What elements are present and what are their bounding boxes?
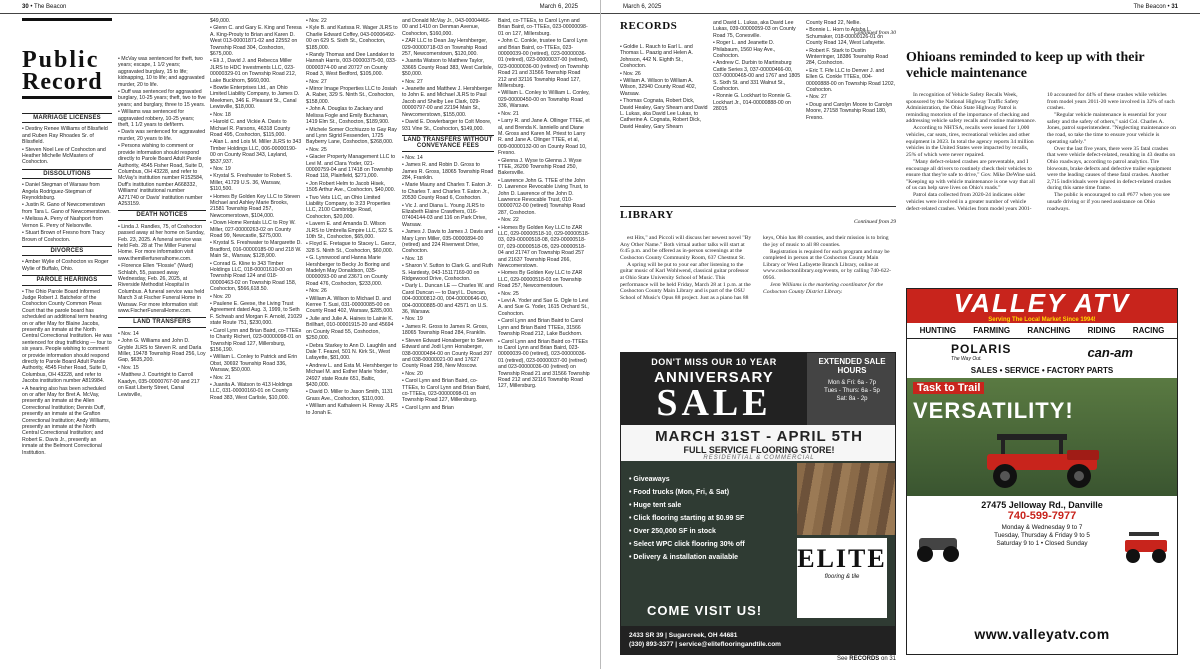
library-byline: Jenn Williams is the marketing coordinator for the Coshocton County District Library. <box>763 282 884 295</box>
record-entry: • Andrew C. Durbin to Martinsburg Cattle Series 3, 037-00000466-00, 037-00000465-00 and 1767 and 1805 S. Sixth St. and 331 Walnut St., Coshocton. <box>713 60 801 93</box>
library-header <box>620 206 896 225</box>
masthead-word-1: Public <box>22 18 112 71</box>
record-entry: • Marie Mauny and Charles T. Eaton Jr. to Charles T. and Charles T. Eaton Jr., 20530 County Road 6, Coshocton. <box>402 182 492 202</box>
record-entry: • Nov. 25 <box>306 146 327 153</box>
elite-bullet: • Huge tent sale <box>629 499 799 512</box>
record-entry: • Homes By Golden Key LLC to ZAR LLC, 029-00000518-10, 029-00000518-03, 029-00000518-08, 029-00000518-07, 029-00000518-05, 029-00000518-04 and 21747 on Township Road 257 and 21637 Township Road 266, Newcomerstown. <box>498 224 590 270</box>
record-entry: • James J. Davis to James J. Davis and Mary Lynn Miller, 035-00000894-00 (retired) and 224 Riverwest Drive, Coshocton. <box>402 229 493 255</box>
record-entry: • Persons wishing to comment or provide information should respond directly to Parole Board Adult Parole Authority, 4545 Fisher Road, Suite D, Columbus, OH 43228, and refer to McVay's institution number R152584, Duff's institution number A668332, Williams' institutional number A271740 or Davis' institution number A253159. <box>118 143 204 207</box>
record-entry: • Nov. 27 <box>402 78 423 85</box>
feature-article <box>906 50 1178 282</box>
section-heading: LAND TRANSFERS WITHOUT CONVEYANCE FEES <box>402 135 494 152</box>
record-entry: • Homes By Golden Key LLC to ZAR LLC, 029-00000518-03 on Township Road 257, Newcomerstown. <box>498 270 583 290</box>
atv-hours-line: Saturday 9 to 1 • Closed Sunday <box>996 540 1088 547</box>
record-entry: • Juanita A. Watson to 413 Holdings LLC, 031-00000160-01 on County Road 383, West Carlisle, $10,000. <box>210 381 293 401</box>
section-heading: DIVORCES <box>22 246 112 256</box>
elite-bullet: • Over 250,000 SF in stock <box>629 525 799 538</box>
record-entry: Baird, co-TTEEs, to Carol Lynn and Brian Baird, co-TTEEs, 023-00000098-01 on 127, Millersburg. <box>498 18 588 37</box>
elite-contact[interactable]: (330) 893-3377 | service@eliteflooringandtile.com <box>629 641 781 648</box>
atv-services: SALES • SERVICE • FACTORY PARTS <box>970 366 1114 375</box>
library-paragraph: A spring will be put to your ear after listening to the guitar music of Karl Wohlwend, classical guitar professor at Ohio State University School of Music. This performance will be held Friday, March 28 at 1 p.m. at the Coshocton County Main Library and is part of the OSU School of Music's Opus 88 project. Just as a piano has 88 keys, Ohio has 88 counties, and their mission is to bring the joy of music to all 88 counties. <box>620 235 889 301</box>
utv-side-icon <box>1119 526 1173 566</box>
record-entry: • Carol Lynn and Brian <box>402 404 454 411</box>
see-section: RECORDS <box>849 656 880 662</box>
record-entry: • Robert F. Stark to Dustin Winterringer, 18386 Township Road 284, Coshocton. <box>806 47 889 67</box>
section-heading: MARRIAGE LICENSES <box>22 113 112 123</box>
record-entry: and David L. Lukas, aka David Lee Lukas, 039-00000059-03 on County Road 75, Conesville. <box>713 20 796 39</box>
records-title: RECORDS <box>620 20 678 32</box>
record-entry: • Floyd E. Fretague to Stacey L. Garcz, 328 S. Ninth St., Coshocton, $60,000. <box>306 241 397 254</box>
record-entry: • Stuart Brown of Fresno from Tracy Brown of Coshocton. <box>22 230 105 243</box>
atv-address: 27475 Jelloway Rd., Danville <box>981 500 1103 510</box>
elite-address: 2433 SR 39 | Sugarcreek, OH 44681 <box>629 632 738 639</box>
record-entry: • Krystal S. Freshwater to Robert S. Miller, 41729 U.S. 36, Warsaw, $110,500. <box>210 173 292 193</box>
atv-website-link[interactable]: www.valleyatv.com <box>974 626 1110 642</box>
elite-contact-bar <box>621 626 896 654</box>
page-number: 31 <box>1171 4 1178 10</box>
record-entry: • Ronnie G. Lockhart to Ronnie G. Lockhart Jr., 014-00000888-00 on 28015 <box>713 93 792 113</box>
atv-hero-photo <box>907 378 1177 496</box>
record-entry: • Alan L. and Lois M. Miller JLRS to 343 Timber Holdings LLC, 006-00000190-00 on County Road 343, Layland, $537,937. <box>210 139 302 165</box>
record-entry: • Davis was sentenced for aggravated murder, 20 years to life. <box>118 129 206 142</box>
record-entry: • Nov. 21 <box>498 110 519 117</box>
record-entry: • Lawrence John G. TTEE of the John D. Lawrence Revocable Living Trust, to John D. Lawrence of the John D. Lawrence Revocable Trust, 010-00000702-00 (retired) Township Road 287, Coshocton. <box>498 177 589 216</box>
canam-logo: can-am <box>1087 344 1133 360</box>
section-heading: PAROLE HEARINGS <box>22 275 112 285</box>
elite-logo-mark: ELITE <box>797 544 887 573</box>
record-entry: • Levi A. Yoder and Sue G. Ogle to Levi A. and Sue G. Yoder, 1615 Orchard St., Coshocton. <box>498 298 589 317</box>
record-entry: • Jon Robert Helm to Jacob Hisek, 1505 Arthur Ave., Coshocton, $40,000. <box>306 180 396 194</box>
section-heading: DEATH NOTICES <box>118 210 206 220</box>
column-3 <box>210 18 302 663</box>
record-entry: • Nov. 18 <box>402 255 423 262</box>
record-entry: • Julie and Julie A. Haines to Lainie K. Brillhart, 010-00001915-20 and 45694 on County Road 55, Coshocton, $250,000. <box>306 315 394 342</box>
record-entry: and Donald McVay Jr., 043-00004466-00 and 1410 on Denman Avenue, Coshocton, $160,000. <box>402 18 491 37</box>
library-title: LIBRARY <box>620 209 674 221</box>
record-entry: • Glenna J. Wyse to Glenna J. Wyse TTEE, 26200 Township Road 250, Bakersville. <box>498 157 582 177</box>
record-entry: • Andrew L. and Esta M. Hershberger to Michael M. and Esther Marie Yoder, 24927 state Route 651, Baltic, $430,000. <box>306 362 398 388</box>
elite-line-1: DON'T MISS OUR 10 YEAR <box>651 357 777 367</box>
record-entry: • Harold C. and Vickie A. Davis to Michael R. Parsons, 46318 County Road 495, Coshocton, $115,000. <box>210 119 291 138</box>
record-entry: • Steven Edward Honaberger to Steven Edward and Jodi Lynn Honaberger, 038-00000484-00 on County Road 297 and 038-00000021-00 and 17627 County Road 298, New Moscow. <box>402 337 493 370</box>
record-entry: • Daniel Stegman of Warsaw from Angela Rodriguez-Stegman of Reynoldsburg. <box>22 182 100 202</box>
records-column-3 <box>806 20 896 194</box>
utv-vehicle-icon <box>967 426 1117 490</box>
record-entry: • Randy Thomas and Dee Landaker to Hannah Harris, 003-00000375-00, 033-00000374-00 and 20727 on County Road 3, West Bedford, $105,000. <box>306 52 397 78</box>
record-entry: • Mirror Image Properties LLC to Josiah A. Raber, 329 S. Ninth St., Coshocton, $158,000. <box>306 86 397 105</box>
elite-bullet: • Delivery & installation available <box>629 551 799 564</box>
record-entry: • Eric T. Fife LLC to Denver J. and Ellen G. Conkle TTEEs, 004-00000888-00 on Township Road 1202, Coshocton. <box>806 67 896 94</box>
elite-dates: MARCH 31ST - APRIL 5TH <box>655 428 863 445</box>
feature-paragraph: "Regular vehicle maintenance is essential for your safety and the safety of others," said Col. Charles A. Jones, patrol superintendent. "Neglecting maintenance on the road, so take the time to ensure your vehicle is operating safely." <box>1047 112 1176 145</box>
record-entry: • Down Home Rentals LLC to Roy W. Miller, 027-00000263-02 on County Road 99, Newcastle, $275,000. <box>210 220 296 239</box>
elite-logo <box>797 538 887 618</box>
elite-hours-title: EXTENDED SALE HOURS <box>818 357 886 375</box>
record-entry: • Lavern E. and Amanda D. Wilson JLRS to Umbrella Empire LLC, 522 S. 10th St., Coshocton, $65,000. <box>306 221 394 240</box>
record-entry: • Vic J. and Diana L. Young JLRS to Elizabeth Elaine Crawthers, 016-07404144-03 and 116 on Park Drive, Warsaw. <box>402 202 487 228</box>
record-entry: • William A. Wilson to William A. Wilson, 32940 County Road 402, Warsaw. <box>620 78 697 97</box>
record-entry: $49,000. <box>210 18 231 24</box>
record-entry: • Amber Wylie of Coshocton vs Roger Wylie of Buffalo, Ohio. <box>22 259 109 272</box>
record-entry: • William and Kathaleen H. Revay JLRS to Jonah E. <box>306 403 398 416</box>
elite-hours-box <box>807 353 896 425</box>
elite-bullet: • Select WPC click flooring 30% off <box>629 538 799 551</box>
valley-atv-ad[interactable] <box>906 288 1178 655</box>
record-entry: • Jeanette and Matthew J. Hershberger to John E. and Michael JLRS to Paul Jacob and Shelby Lee Clark, 029-00000797-00 and 22194 Main St., Newcomerstown, $155,000. <box>402 86 493 118</box>
feature-paragraph: Over the last five years, there were 35 fatal crashes that were vehicle defect-related, resulting in 43 deaths on Ohio roadways, according to patrol analytics. Tire blowouts, brake defects and defective trailer equipment were the leading causes of these fatal crashes. Another 2,715 individuals were injured in defect-related crashes during this same time frame. <box>1047 145 1176 192</box>
records-column-2 <box>713 20 801 194</box>
record-entry: • Kyle B. and Karissa R. Wager JLRS to Charlie Edward Coffey, 043-00006492-00 on 629 S. Sixth St., Coshocton, $185,000. <box>306 25 398 51</box>
record-entry: • Florence Ellen "Flossie" (Ward) Schlabh, 55, passed away Wednesday, Feb. 26, 2025, at Riverside Methodist Hospital in Columbus. A funeral service was held March 3 at Fischer Funeral Home in Warsaw. For more information visit www.FischerFuneralHome.com. <box>118 263 205 315</box>
record-entry: • Doug and Carolyn Moore to Carolyn Moore, 27158 Township Road 180, Fresno. <box>806 101 893 121</box>
record-entry: • William L. Conley to Patrick and Erin Obst, 30692 Township Road 336, Warsaw, $50,000. <box>210 354 298 374</box>
records-continued: Continued from 30 <box>853 30 896 36</box>
atv-hours-line: Tuesday, Thursday & Friday 9 to 5 <box>994 532 1090 539</box>
record-entry: • Carol Lynn and Brian Baird to Carol Lynn and Brian Baird TTEEs, 31566 Township Road 212, Lake Buckhorn. <box>498 318 583 338</box>
atv-category: RANCHING <box>1027 326 1071 335</box>
paper-name: The Beacon <box>1133 4 1166 10</box>
section-heading: DISSOLUTIONS <box>22 169 112 179</box>
library-body <box>620 235 896 329</box>
record-entry: • G. Lynnwood and Hanna Marie Hershberger to Becky Jo Boring and Madelyn May Donaldson, 035-00000093-00 and 23671 on County Road 476, Coshocton, $233,000. <box>306 255 390 287</box>
elite-line-3: SALE <box>656 382 772 424</box>
feature-paragraph: In recognition of Vehicle Safety Recalls Week, sponsored by the National Highway Traffic Safety Administration, the Ohio State Highway Patrol is reminding motorists of the importance of checking and addressing vehicle safety recalls and routine maintenance. <box>906 92 1037 125</box>
record-entry: • Darly L. Duncan LE — Charles W. and Carol Duncan — to Daryl L. Duncan, 004-00000812-00, 004-00000646-00, 004-00000885-00 and 42571 on U.S. 36, Warsaw. <box>402 283 494 316</box>
record-entry: • ZAR LLC to Dean Jay Hershberger, 029-00000718-03 on Township Road 257, Newcomerstown, $120,000. <box>402 38 488 58</box>
record-entry: • Two Vets LLC, an Ohio Limited Liability Company, to 3:23 Properties LLC, 2100 Cambridge Road, Coshocton, $20,000. <box>306 194 391 220</box>
column-5 <box>402 18 494 663</box>
atv-category: FARMING <box>973 326 1011 335</box>
record-entry: • Nov. 21 <box>210 374 231 381</box>
record-entry: • Michele Somer Occhiuzzo to Gay Ray and Lynn Sigrid Fessenden, 1725 Bayberry Lane, Coshocton, $268,000. <box>306 126 397 146</box>
record-entry: • James R. and Robin D. Gross to James R. Gross, 18065 Township Road 284, Franklin. <box>402 162 494 181</box>
feature-headline: Ohioans reminded to keep up with their vehicle maintenance <box>906 50 1145 81</box>
elite-dates-strip <box>621 425 896 461</box>
elite-flooring-ad[interactable] <box>620 352 896 655</box>
issue-date: March 6, 2025 <box>623 4 662 10</box>
left-folio: 30 • The Beacon March 6, 2025 <box>0 0 600 14</box>
elite-event: FULL SERVICE FLOORING STORE! <box>683 445 835 455</box>
record-entry: • Sharon V. Sutton to Clark G. and Ruth S. Hardesty, 043-15117169-00 on Ridgewood Drive, Coshocton. <box>402 263 494 283</box>
record-entry: • Debra Starkey to Ann D. Laughlin and Dale T. Feazel, 501 N. Kirk St., West Lafayette, $81,000. <box>306 342 397 362</box>
elite-hours-line: Tues - Thurs: 6a - 5p <box>824 388 880 394</box>
elite-bullet: • Giveaways <box>629 473 799 486</box>
column-6 <box>498 18 590 663</box>
records-column-1 <box>620 44 708 194</box>
section-heading: LAND TRANSFERS <box>118 317 206 327</box>
record-entry: • Duff was sentenced for aggravated burglary, 10-25 years; theft, two to five years; and burglary, three to 15 years. <box>118 89 206 108</box>
polaris-slogan: The Way Out. <box>951 356 982 362</box>
record-entry: • Nov. 14 <box>118 330 139 337</box>
record-entry: • Carol Lynn and Brian Baird co-TTEEs to Carol Lynn and Brian Baird, 023-00000039-00 (retired), 023-00000036-01 (retired), 023-00000037-00 (retired) and 023-00000036-00 (retired) on Township Road 21 and 31566 Township Road 212 and 32116 Township Road 127, Millersburg. <box>498 338 590 390</box>
atv-phone[interactable]: 740-599-7977 <box>1007 510 1077 522</box>
library-continued: Continued from 29 <box>853 219 896 225</box>
record-entry: • Eli J., David J. and Rebecca Miller JLRS to HDC Investments LLC, 023-00000329-01 on Township Road 212, Lake Buckhorn, $660,000. <box>210 58 297 84</box>
record-entry: • David D. Miller to Jason Smith, 1131 Grass Ave., Coshocton, $110,000. <box>306 389 393 402</box>
masthead-word-2: Record <box>22 71 112 99</box>
record-entry: • Homes By Golden Key LLC to Steven Michael and Ashley Marie Brooks, 21581 Township Road 257, Newcomerstown, $104,000. <box>210 193 301 219</box>
record-entry: • A hearing also has been scheduled on or after May for Bret A. McVay, presently an inmate at the Allen Correctional Institution; Dennis Duff, presently an inmate at the Grafton Correctional Institution; Andy Williams, presently an inmate at the North Central Correctional Institution; and Robert E. Davis Jr., presently an inmate at the Belmont Correctional Institution. <box>22 385 111 456</box>
record-entry: • Nov. 22 <box>306 18 327 24</box>
feature-paragraph: According to NHTSA, recalls were issued for 1,000 vehicles, car seats, tires, recreational vehicles and other equipment in 2023. In total the agency reports 34 million vehicles in the United States were impacted by recalls, 25% of which were never repaired. <box>906 125 1034 158</box>
record-entry: • John G. Williams and John D. Gryble JLRS to Steven R. and Darla Miller, 19478 Township Road 256, Loy Gap, $635,200. <box>118 338 206 364</box>
atv-categories <box>907 323 1177 339</box>
feature-paragraph: The public is encouraged to call #677 when you see unsafe driving or if you need assistance on Ohio roadways. <box>1047 192 1171 212</box>
record-entry: • Thomas Cognata, Robert Dick, David Healey, Gary Shearn and David L. Lukas, aka David Lee Lukas, to Catherine A. Cognata, Robert Dick, David Healey, Gary Shearn <box>620 98 708 130</box>
record-entry: County Road 22, Nellie. <box>806 20 861 26</box>
atv-info <box>907 496 1177 592</box>
public-record-masthead <box>22 18 112 106</box>
record-entry: • Nov. 26 <box>620 70 641 77</box>
record-entry: • John A. Douglas to Zackary and Melissa Fogle and Emily Buchanan, 1419 Elm St., Coshocton, $189,900. <box>306 106 390 126</box>
record-entry: • Conrad G. Kline to 343 Timber Holdings LLC, 018-00001610-00 on Township Road 124 and 018-00000463-02 on Township Road 158, Coshocton, $566,618.50. <box>210 260 297 293</box>
record-entry: • Bowtie Enterprises Ltd., an Ohio Limited Liability Company, to James D. Meekmen, 346 E. Pleasant St., Canal Lewisville, $18,000. <box>210 85 300 111</box>
elite-logo-sub: flooring & tile <box>824 574 860 580</box>
atv-banner <box>907 289 1177 323</box>
atv-category: RACING <box>1132 326 1165 335</box>
record-entry: • Glenn C. and Gary E. King and Teresa A. King-Prouty to Brian and Karen D. West 013-00001871-02 and 22552 on Township Road 304, Coshocton, $675,000. <box>210 25 302 58</box>
paper-name: The Beacon <box>34 4 67 10</box>
record-entry: • Roger L. and Jeanette D. Philabaum, 1560 Hay Ave., Coshocton. <box>713 40 776 60</box>
record-entry: • Glacier Property Management LLC to Levi M. and Clara Yoder, 021-00000759-04 and 17418 on Township Road 118, Plainfield, $271,000. <box>306 154 396 180</box>
atv-quad-icon <box>911 526 965 566</box>
column-1 <box>22 110 112 665</box>
record-entry: • Nov. 25 <box>498 290 519 297</box>
page-number: 30 <box>22 4 29 10</box>
record-entry: • Nov. 27 <box>306 78 327 85</box>
record-entry: • William L. Conley to William L. Conley, 029-00000450-00 on Township Road 336, Warsaw. <box>498 90 590 110</box>
record-entry: • Goldie L. Rauch to Earl L. and Thomas L. Paazig and Helen A. Johnson, 442 N. Eighth St., Coshocton. <box>620 44 693 70</box>
record-entry: • Nov. 26 <box>306 288 327 295</box>
record-entry: • Nov. 20 <box>210 293 231 300</box>
record-entry: • Carol Lynn and Brian Baird, co-TTEEs to Charity Richert, 023-00000098-01 on Township Road 127, Millersburg, $156,190. <box>210 327 302 353</box>
elite-bullet: • Food trucks (Mon, Fri, & Sat) <box>629 486 799 499</box>
feature-paragraph: Patrol data collected from 2020-24 indicates older vehicles were involved in a greater number of vehicle defect-related crashes. Vehicles from model years 2001-10 accounted for 44% of these crashes while vehicles from model years 2011-20 were involved in 32% of such crashes. <box>906 92 1175 212</box>
polaris-name: POLARIS <box>951 342 1012 356</box>
atv-brand: VALLEY ATV <box>953 288 1131 318</box>
record-entry: • Nov. 22 <box>498 217 519 224</box>
record-entry: • Nov. 20 <box>402 370 423 377</box>
elite-hours-line: Mon & Fri: 6a - 7p <box>827 380 877 386</box>
record-entry: • William A. Wilson to Michael D. and Kerree T. Susi, 031-00000085-00 on County Road 402, Warsaw, $285,000. <box>306 295 394 315</box>
record-entry: • McVay was sentenced for theft, two years; escape, 1 1/2 years; aggravated burglary, 15 to life; kidnapping, 10 to life; and aggravated murder, 20 to life. <box>118 56 205 88</box>
record-entry: • Paulene E. Geese, the Living Trust Agreement dated Aug. 3, 1999, to Seth F. Schwab and Morgan F. Arnold, 21029 state Route 751, $230,000. <box>210 301 302 327</box>
see-records-jump <box>620 656 896 662</box>
record-entry: • Nov. 18 <box>210 111 231 118</box>
polaris-logo <box>951 342 1011 362</box>
record-entry: • Steven Noel Lee of Coshocton and Heather Michelle McMasters of Coshocton. <box>22 146 106 166</box>
elite-bullet: • Click flooring starting at $0.99 SF <box>629 512 799 525</box>
see-prefix: See <box>836 656 850 662</box>
atv-category: RIDING <box>1087 326 1116 335</box>
atv-hero-line-2: VERSATILITY! <box>913 398 1074 423</box>
see-suffix: on 31 <box>879 656 896 662</box>
feature-body <box>906 92 1178 212</box>
elite-bullet-list <box>629 473 799 564</box>
column-4 <box>306 18 398 663</box>
feature-paragraph: "Many defect-related crashes are preventable, and I encourage all drivers to routinely check their vehicles to ensure that they're safe to drive," Gov. Mike DeWine said. "Keeping up with vehicle maintenance is one way that all of us can help save lives on Ohio's roads." <box>906 158 1037 192</box>
record-entry: • Nov. 15 <box>118 364 139 371</box>
record-entry: • Justin R. Gano of Newcomerstown from Tara L. Gano of Newcomerstown. <box>22 202 111 215</box>
atv-hours-line: Monday & Wednesday 9 to 7 <box>1001 524 1083 531</box>
record-entry: • James R. Gross to James R. Gross, 18065 Township Road 284, Franklin. <box>402 323 489 337</box>
elite-hours-line: Sat: 8a - 2p <box>836 396 868 402</box>
elite-sale-banner <box>621 353 807 425</box>
record-entry: • David E. Dowlerbarger to Colt Moore, 931 Vine St., Coshocton, $149,000. <box>402 119 492 132</box>
flooring-photo <box>797 463 896 535</box>
record-entry: • Linda J. Randles, 75, of Coshocton passed away at her home on Sunday, Feb. 23, 2025. A funeral service was held Feb. 28 at The Miller Funeral Home. For more information visit www.themillerfuneralhome.com. <box>118 223 205 262</box>
record-entry: • Carol Lynn and Brian Baird, co-TTEEs, to Carol Lynn and Brian Baird, co-TTEEs, 023-00000098-01 on Township Road 127, Millersburg. <box>402 378 491 404</box>
record-entry: • Matthew J. Courtright to Carroll Kaadyn, 035-00000767-00 and 217 on East Liberty Street, Canal Lewisville, <box>118 372 200 398</box>
record-entry: • Krystal S. Freshwater to Margarette D. Bradford, 016-00000185-00 and 218 W. Main St., Warsaw, $128,900. <box>210 240 302 260</box>
record-entry: • Nov. 14 <box>402 154 423 161</box>
record-entry: • Destiny Renee Williams of Blissfield and Ruben Ray Rhoades Sr. of Blissfield. <box>22 126 108 146</box>
atv-brand-logos <box>907 339 1177 365</box>
elite-hours-list <box>807 379 896 403</box>
atv-category: HUNTING <box>919 326 957 335</box>
record-entry: • John C. Conkle, trustee to Carol Lynn and Brian Baird, co-TTEEs, 023-00000039-00 (retired), 023-00000036-01 (retired), 023-00000037-00 (retired), 023-00000036-00 (retired) on Township Road 21 and 31566 Township Road 212 and 32116 Township Road 127, Millersburg. <box>498 38 589 90</box>
library-paragraph: est Hits," and Piccoli will discuss her newest novel "By Any Other Name." Both virtual author talks will start at 6:45 p.m. and be offered as in-person screenings at the Coshocton County Community Room, 637 Chestnut St. <box>620 235 752 261</box>
atv-tagline: Serving The Local Market Since 1994! <box>988 317 1096 323</box>
elite-call-to-action: COME VISIT US! <box>647 603 763 618</box>
record-entry: • Nov. 19 <box>210 165 231 172</box>
right-folio: March 6, 2025 The Beacon • 31 <box>601 0 1200 14</box>
column-2 <box>118 18 206 663</box>
record-entry: • Melissa A. Perry of Nashport from Vernon E. Perry of Nelsonville. <box>22 216 103 229</box>
library-paragraph: Registration is required for each program and may be completed in person at the Coshocton County Main Library or West Lafayette Branch Library, online at www.coshoctonlibrary.org/events, or by calling 740-622-0956. <box>763 248 891 282</box>
elite-line-2: ANNIVERSARY <box>654 369 774 386</box>
record-entry: • Nov. 19 <box>402 316 423 323</box>
issue-date: March 6, 2025 <box>539 4 578 10</box>
elite-subtitle: RESIDENTIAL & COMMERCIAL <box>703 455 815 461</box>
atv-hero-line-1: Task to Trail <box>913 382 984 394</box>
record-entry: • Williams was sentenced for aggravated robbery, 10-25 years; theft, 1 1/2 years to def/term. <box>118 109 195 129</box>
record-entry: • The Ohio Parole Board informed Judge Robert J. Batchelor of the Coshocton County Common Pleas Court that the parole board has scheduled an additional term hearing on or after May for Blaine Jacobs, presently an inmate at the North Central Correctional Institution. He was sentenced for drug trafficking — four to six years. People wishing to comment or provide information should respond directly to Parole Board Adult Parole Authority, 4545 Fisher Road, Suite D, Columbus, OH 43228, and refer to Jacobs institution number A819984. <box>22 288 112 385</box>
record-entry: • Larry R. and Jane A. Ollinger TTEE, et al, and Brenda K. lanniello and Diane M. Gross and Karen M. Priest to Larry R. and Jane A. Olinger TTEE, et al, 009-00000132-00 on County Road 10, Fresno. <box>498 118 590 157</box>
record-entry: • Bonnie L. Horn to Arisba L. Schumaker, 018-00000126-01 on County Road 124, West Lafayette. <box>806 27 886 47</box>
record-entry: • Juanita Watson to Matthew Taylor, 33665 County Road 383, West Carlisle, $50,000. <box>402 58 494 78</box>
record-entry: • Nov. 27 <box>806 94 827 101</box>
